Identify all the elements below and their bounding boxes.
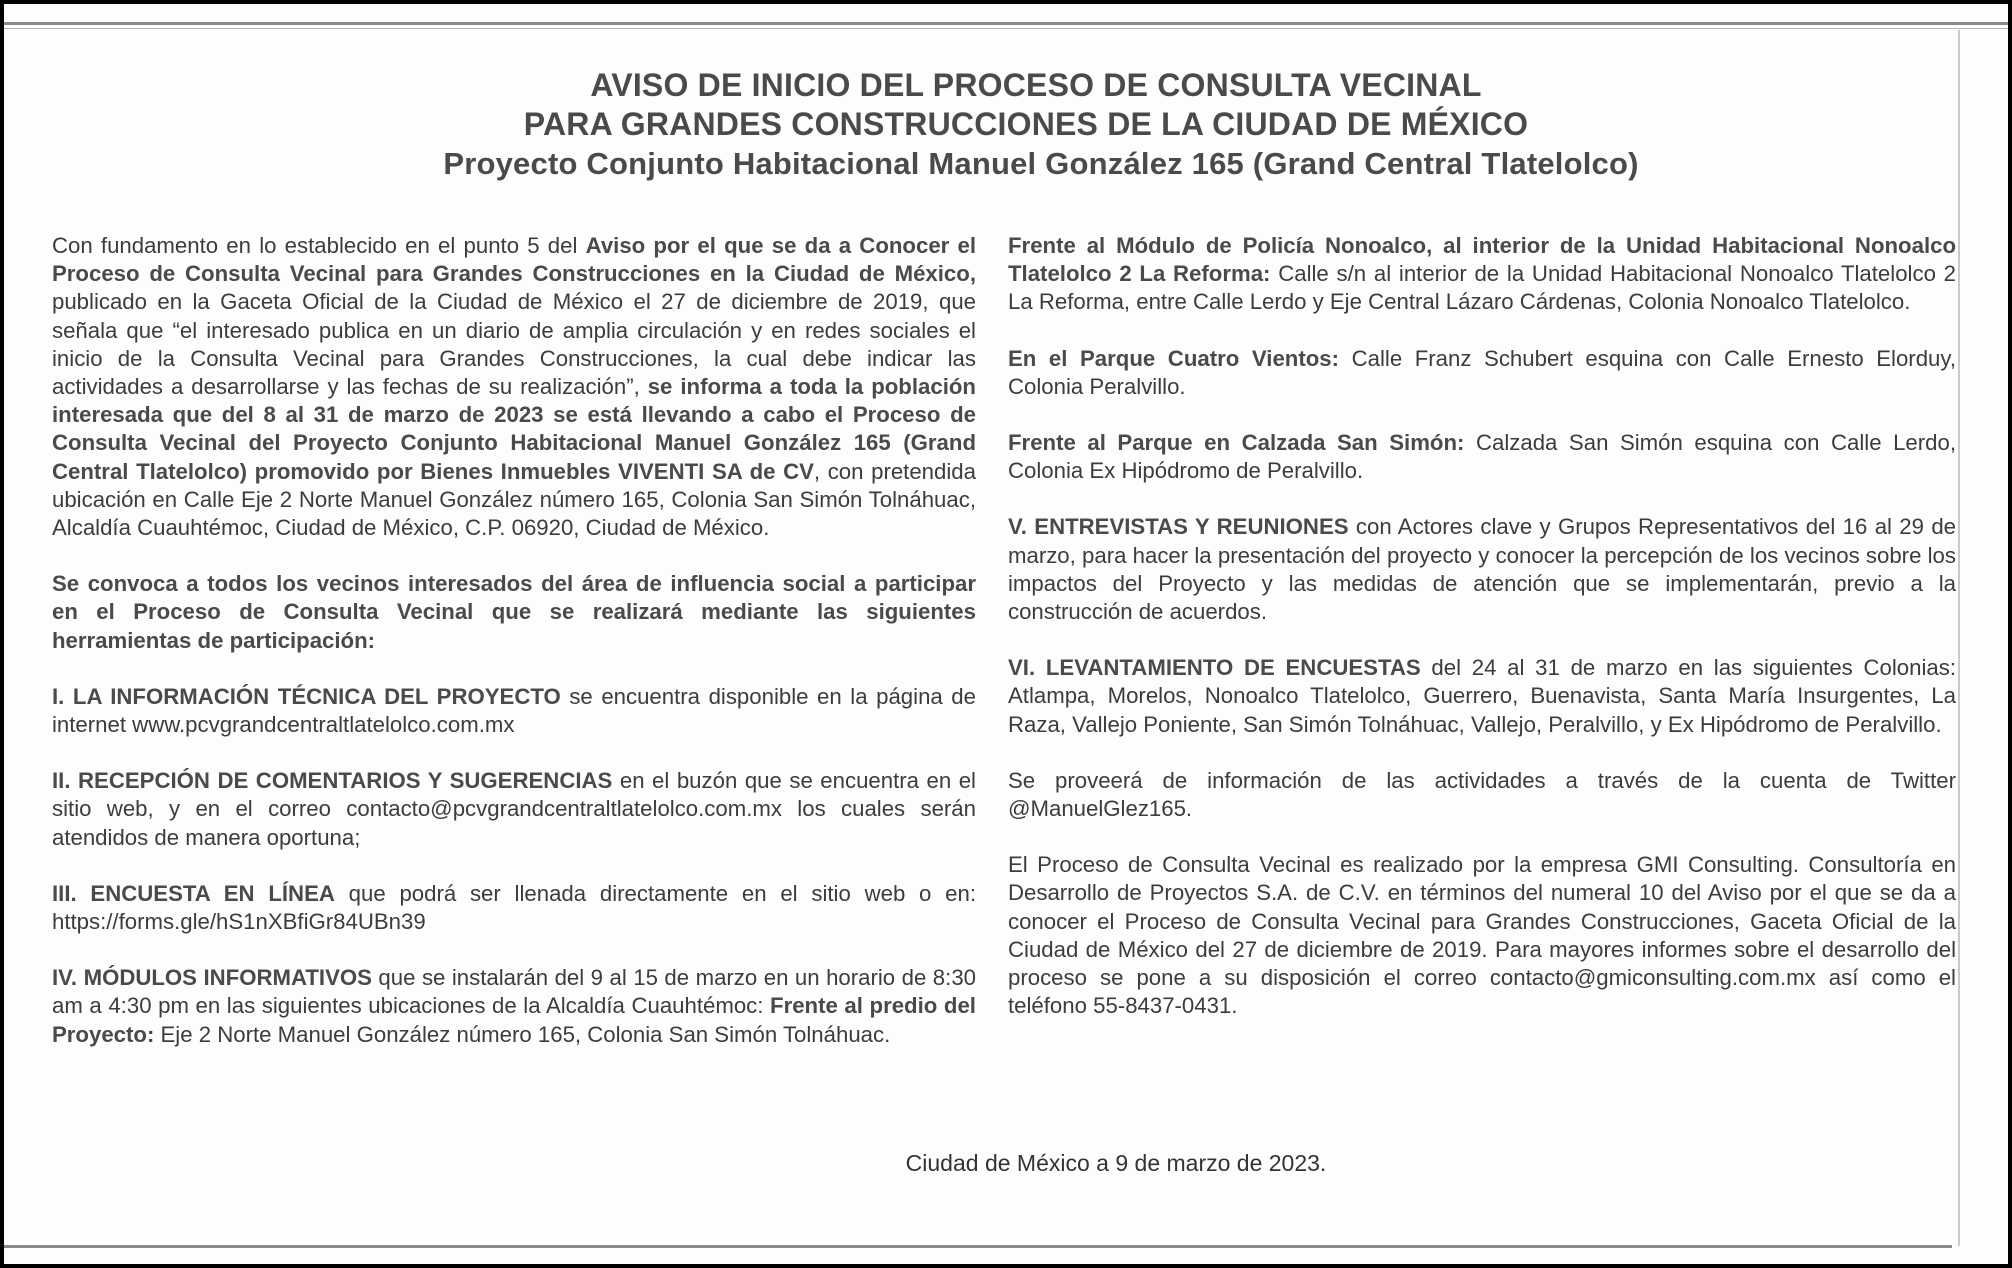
item-2-paragraph xyxy=(52,767,976,852)
intro-text-1: Con fundamento en lo establecido en el punto 5 del xyxy=(52,233,586,258)
item-1-text: se encuentra disponible en la página de internet www.pcvgrandcentraltlatelolco.com.mx xyxy=(52,683,976,738)
item-4-heading: IV. MÓDULOS INFORMATIVOS xyxy=(52,965,372,991)
item-4-paragraph xyxy=(52,964,976,1049)
item-6-text: del 24 al 31 de marzo en las siguientes Colonias: Atlampa, Morelos, Nonoalco Tlatelolco, Guerrero, Buenavista, Santa María Insurgentes, La Raza, Vallejo Poniente, San Simón Tolnáhuac, Vallejo, Peralvillo, y Ex Hipódromo de Peralvillo. xyxy=(1008,655,1956,737)
location-4-paragraph xyxy=(1008,429,1956,485)
intro-paragraph xyxy=(52,232,976,542)
closing-paragraph: El Proceso de Consulta Vecinal es realizado por la empresa GMI Consulting. Consultoría en Desarrollo de Proyectos S.A. de C.V. en términos del numeral 10 del Aviso por el que se da a conocer el Proceso de Consulta Vecinal para Grandes Construcciones, Gaceta Oficial de la Ciudad de México del 27 de diciembre de 2019. Para mayores informes sobre el desarrollo del proceso se pone a su disposición el correo contacto@gmiconsulting.com.mx así como el teléfono 55-8437-0431. xyxy=(1008,852,1956,1019)
intro-bold-1: Aviso por el que se da a Conocer el Proceso de Consulta Vecinal para Grandes Construcciones en la Ciudad de México, xyxy=(52,233,977,287)
location-4-label: Frente al Parque en Calzada San Simón: xyxy=(1008,430,1465,456)
item-1-paragraph xyxy=(52,683,976,739)
item-5-paragraph xyxy=(1008,513,1956,626)
bottom-rule xyxy=(4,1245,1952,1248)
location-3-label: En el Parque Cuatro Vientos: xyxy=(1008,345,1340,371)
notice-title-line-1: AVISO DE INICIO DEL PROCESO DE CONSULTA VECINAL xyxy=(590,67,1482,103)
notice-title-line-2: PARA GRANDES CONSTRUCCIONES DE LA CIUDAD DE MÉXICO xyxy=(523,106,1529,142)
item-4-location-label: Frente al predio del Proyecto: xyxy=(52,993,976,1047)
intro-bold-2: se informa a toda la población interesada que del 8 al 31 de marzo de 2023 se está llevando a cabo el Proceso de Consulta Vecinal del Proyecto Conjunto Habitacional Manuel González 165 (Grand Central Tlatelolco) promovido por Bienes Inmuebles VIVENTI SA de CV xyxy=(52,374,976,484)
item-2-heading: II. RECEPCIÓN DE COMENTARIOS Y SUGERENCIAS xyxy=(52,768,613,794)
location-3-text: Calle Franz Schubert esquina con Calle Ernesto Elorduy, Colonia Peralvillo. xyxy=(1008,345,1956,399)
dateline: Ciudad de México a 9 de marzo de 2023. xyxy=(905,1150,1327,1176)
location-2-paragraph xyxy=(1008,232,1956,317)
item-2-text: en el buzón que se encuentra en el sitio web, y en el correo contacto@pcvgrandcentraltlatelolco.com.mx los cuales serán atendidos de manera oportuna; xyxy=(52,768,976,850)
item-3-text: que podrá ser llenada directamente en el sitio web o en: https://forms.gle/hS1nXBfiGr84UBn39 xyxy=(52,880,976,935)
item-6-paragraph xyxy=(1008,654,1956,739)
item-1-heading: I. LA INFORMACIÓN TÉCNICA DEL PROYECTO xyxy=(52,683,561,709)
item-4-text: que se instalarán del 9 al 15 de marzo en un horario de 8:30 am a 4:30 pm en las siguientes ubicaciones de la Alcaldía Cuauhtémoc: xyxy=(52,965,976,1019)
item-6-heading: VI. LEVANTAMIENTO DE ENCUESTAS xyxy=(1008,655,1421,681)
item-3-heading: III. ENCUESTA EN LÍNEA xyxy=(52,880,335,906)
location-2-label: Frente al Módulo de Policía Nonoalco, al interior de la Unidad Habitacional Nonoalco Tlatelolco 2 La Reforma: xyxy=(1008,233,1956,287)
intro-text-3: , con pretendida ubicación en Calle Eje 2 Norte Manuel González número 165, Colonia San Simón Tolnáhuac, Alcaldía Cuauhtémoc, Ciudad de México, C.P. 06920, Ciudad de México. xyxy=(52,458,976,541)
item-3-paragraph xyxy=(52,880,976,936)
item-5-heading: V. ENTREVISTAS Y REUNIONES xyxy=(1008,514,1349,540)
right-column xyxy=(1008,232,1956,1048)
item-4-location-text: Eje 2 Norte Manuel González número 165, Colonia San Simón Tolnáhuac. xyxy=(154,1021,891,1047)
location-2-text: Calle s/n al interior de la Unidad Habitacional Nonoalco Tlatelolco 2 La Reforma, entre Calle Lerdo y Eje Central Lázaro Cárdenas, Colonia Nonoalco Tlatelolco. xyxy=(1008,261,1956,315)
left-column xyxy=(52,232,976,1077)
twitter-note: Se proveerá de información de las actividades a través de la cuenta de Twitter @ManuelGlez165. xyxy=(1008,767,1956,822)
convocation-paragraph: Se convoca a todos los vecinos interesados del área de influencia social a participar en el Proceso de Consulta Vecinal que se realizará mediante las siguientes herramientas de participación: xyxy=(52,571,976,653)
intro-text-2: publicado en la Gaceta Oficial de la Ciudad de México el 27 de diciembre de 2019, que señala que “el interesado publica en un diario de amplia circulación y en redes sociales el inicio de la Consulta Vecinal para Grandes Construcciones, la cual debe indicar las actividades a desarrollarse y las fechas de su realización”, xyxy=(52,289,976,400)
item-5-text: con Actores clave y Grupos Representativos del 16 al 29 de marzo, para hacer la presentación del proyecto y conocer la percepción de los vecinos sobre los impactos del Proyecto y las medidas de atención que se implementarán, previo a la construcción de acuerdos. xyxy=(1008,514,1957,625)
location-3-paragraph xyxy=(1008,345,1956,401)
location-4-text: Calzada San Simón esquina con Calle Lerdo, Colonia Ex Hipódromo de Peralvillo. xyxy=(1008,430,1956,484)
top-rule-thin xyxy=(4,28,2008,29)
top-rule xyxy=(4,22,2008,25)
right-rule xyxy=(1958,30,1960,1246)
notice-header xyxy=(0,66,2012,183)
notice-subtitle: Proyecto Conjunto Habitacional Manuel González 165 (Grand Central Tlatelolco) xyxy=(443,146,1639,181)
